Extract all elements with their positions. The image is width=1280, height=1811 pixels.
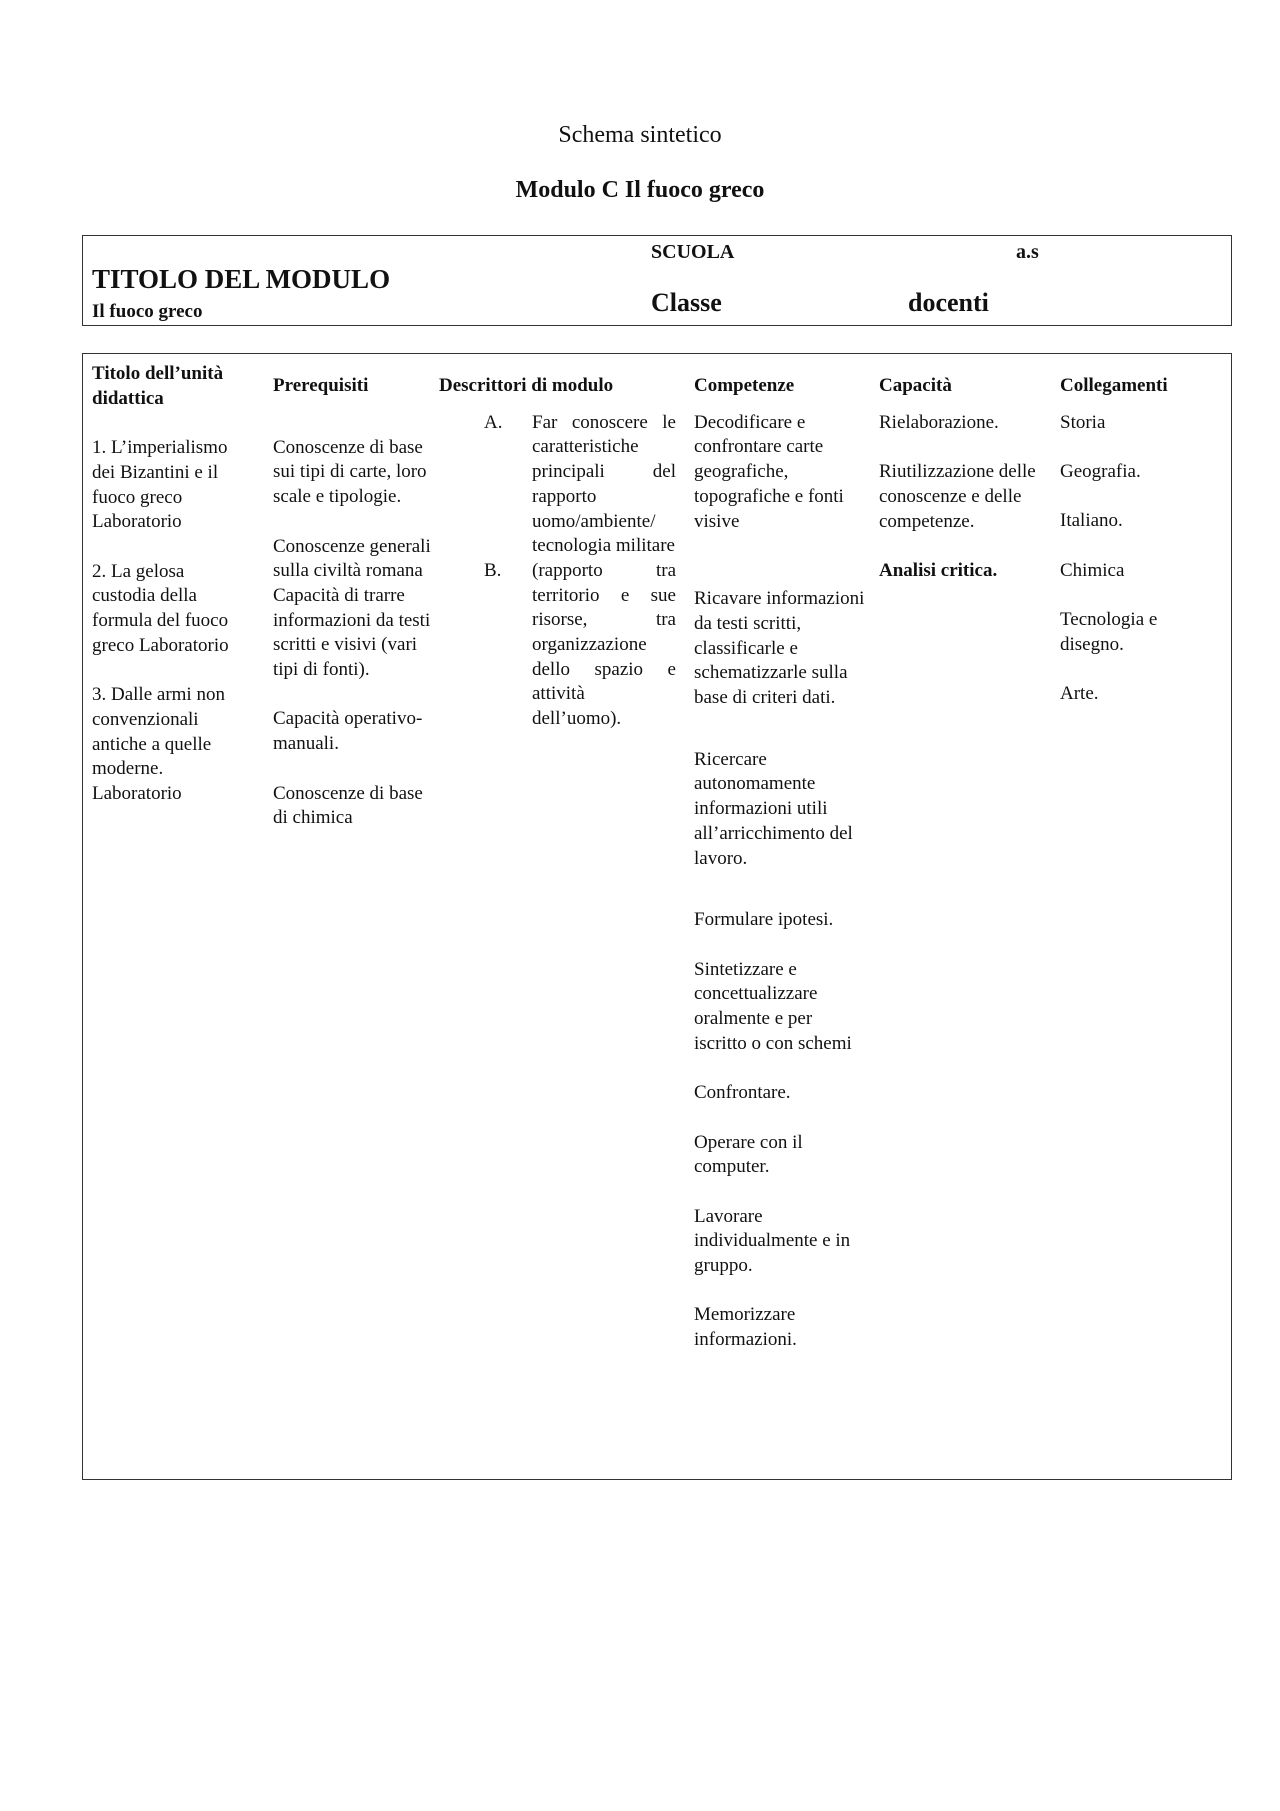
competence-item: Formulare ipotesi.: [694, 909, 834, 931]
link-item: Chimica: [1060, 559, 1125, 581]
descriptor-marker: B.: [484, 559, 502, 581]
competence-item: Operare con il computer.: [694, 1131, 803, 1178]
descriptor-marker: A.: [484, 411, 503, 433]
competences-header: Competenze: [694, 375, 795, 396]
links-header: Collegamenti: [1060, 375, 1168, 396]
prerequisites-header: Prerequisiti: [273, 375, 369, 396]
competences-column: [694, 362, 869, 1353]
docenti-label: docenti: [908, 288, 989, 317]
module-title-label: TITOLO DEL MODULO: [92, 264, 391, 294]
competence-item: Confrontare.: [694, 1082, 791, 1104]
capacity-item: Analisi critica.: [879, 559, 998, 581]
prerequisite-item: Conoscenze di base sui tipi di carte, loro scale e tipologie.: [273, 436, 427, 508]
competence-item: Ricercare autonomamente informazioni utili all’arricchimento del lavoro.: [694, 748, 853, 869]
competence-item: Memorizzare informazioni.: [694, 1304, 797, 1351]
classe-label: Classe: [651, 288, 722, 317]
link-item: Storia: [1060, 411, 1106, 433]
prerequisite-item: Conoscenze generali sulla civiltà romana: [273, 535, 431, 582]
module-table: [82, 353, 1232, 1480]
capacity-item: Rielaborazione.: [879, 411, 999, 433]
descriptor-item: [484, 559, 681, 732]
prerequisites-column: [273, 362, 433, 831]
unit-item: 2. La gelosa custodia della formula del fuoco greco Laboratorio: [92, 560, 229, 656]
descriptor-item: [484, 411, 681, 559]
links-column: [1060, 362, 1225, 707]
module-subtitle: Modulo C Il fuoco greco: [515, 177, 765, 203]
school-year-label: a.s: [1016, 241, 1039, 263]
unit-item: 3. Dalle armi non convenzionali antiche a quelle moderne. Laboratorio: [92, 684, 225, 804]
competence-item: Ricavare informazioni da testi scritti, classificarle e schematizzarle sulla base di criteri dati.: [694, 588, 865, 709]
descriptors-column: [439, 362, 681, 732]
link-item: Tecnologia e disegno.: [1060, 609, 1158, 655]
descriptor-text: Far conoscere le caratteristiche principali del rapporto uomo/ambiente/ tecnologia militare: [532, 411, 676, 557]
competence-item: Sintetizzare e concettualizzare oralmente e per iscritto o con schemi: [694, 958, 852, 1054]
module-name: Il fuoco greco: [92, 301, 203, 322]
prerequisite-item: Capacità operativo-manuali.: [273, 708, 423, 755]
link-item: Arte.: [1060, 683, 1099, 705]
link-item: Geografia.: [1060, 461, 1141, 483]
document-title: Schema sintetico: [558, 122, 722, 148]
scuola-label: SCUOLA: [651, 241, 735, 263]
prerequisite-item: Conoscenze di base di chimica: [273, 782, 423, 829]
descriptors-header: Descrittori di modulo: [439, 375, 614, 396]
prerequisite-item: Capacità di trarre informazioni da testi scritti e visivi (vari tipi di fonti).: [273, 584, 431, 681]
capacity-item: Riutilizzazione delle conoscenze e delle competenze.: [879, 461, 1036, 532]
units-column: [92, 362, 252, 807]
competence-item: Decodificare e confrontare carte geografiche, topografiche e fonti visive: [694, 411, 844, 532]
units-header: Titolo dell’unità didattica: [92, 363, 224, 409]
link-item: Italiano.: [1060, 510, 1123, 532]
capacities-column: [879, 362, 1054, 584]
competence-item: Lavorare individualmente e in gruppo.: [694, 1205, 851, 1277]
descriptor-text: (rapporto tra territorio e sue risorse, tra organizzazione dello spazio e attività dell’uomo).: [532, 559, 676, 730]
unit-item: 1. L’imperialismo dei Bizantini e il fuoco greco Laboratorio: [92, 437, 228, 533]
module-header-box: [82, 235, 1232, 326]
capacities-header: Capacità: [879, 375, 952, 396]
